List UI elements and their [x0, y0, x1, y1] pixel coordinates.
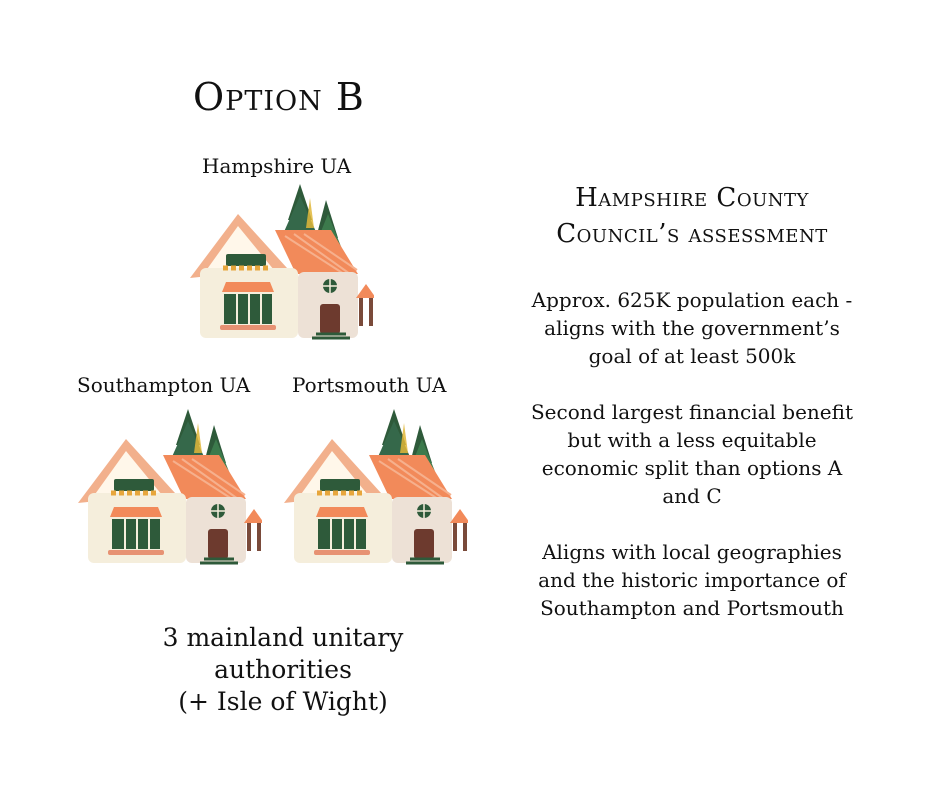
house-icon	[76, 405, 262, 569]
assessment-title	[532, 180, 852, 252]
hampshire-ua-label: Hampshire UA	[202, 154, 352, 178]
assessment-point: Aligns with local geographies and the historic importance of Southampton and Portsmouth	[538, 540, 846, 620]
house-icon	[188, 180, 374, 344]
house-icon	[282, 405, 468, 569]
page-title: Option B	[193, 75, 365, 119]
portsmouth-ua-label: Portsmouth UA	[292, 373, 447, 397]
assessment-title-line-2: Council’s assessment	[556, 219, 828, 249]
summary-line-1: 3 mainland unitary authorities	[162, 623, 404, 684]
assessment-point: Approx. 625K population each - aligns with the government’s goal of at least 500k	[531, 288, 853, 368]
assessment-points	[524, 286, 860, 650]
summary-line-2: (+ Isle of Wight)	[178, 687, 388, 716]
southampton-ua-label: Southampton UA	[77, 373, 251, 397]
assessment-title-line-1: Hampshire County	[575, 183, 809, 213]
assessment-point: Second largest financial benefit but with a less equitable economic split than options A and C	[530, 400, 854, 508]
summary-text	[93, 622, 473, 718]
